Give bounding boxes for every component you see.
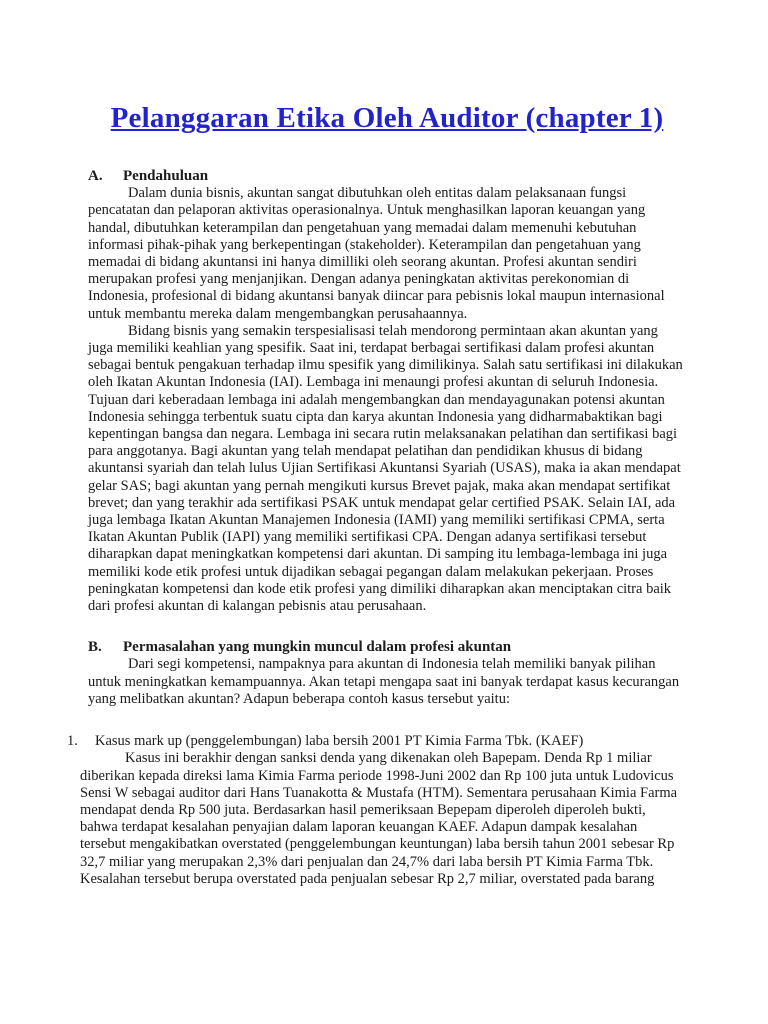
section-permasalahan bbox=[88, 639, 686, 708]
case-body-paragraph: Kasus ini berakhir dengan sanksi denda yang dikenakan oleh Bapepam. Denda Rp 1 miliar diberikan kepada direksi lama Kimia Farma periode 1998-Juni 2002 dan Rp 100 juta untuk Ludovicus Sensi W sebagai auditor dari Hans Tuanakotta & Mustafa (HTM). Sementara perusahaan Kimia Farma mendapat denda Rp 500 juta. Berdasarkan hasil pemeriksaan Bepepam diperoleh diperoleh bukti, bahwa terdapat kesalahan penyajian dalam laporan keuangan KAEF. Adapun dampak kesalahan tersebut mengakibatkan overstated (penggelembungan keuntungan) laba bersih tahun 2001 sebesar Rp 32,7 miliar yang merupakan 2,3% dari penjualan dan 24,7% dari laba bersih PT Kimia Farma Tbk. Kesalahan tersebut berupa overstated pada penjualan sebesar Rp 2,7 miliar, overstated pada barang bbox=[80, 750, 678, 887]
section-label: B. bbox=[88, 639, 102, 656]
case-list bbox=[67, 733, 686, 888]
section-heading-text: Pendahuluan bbox=[123, 168, 209, 184]
case-title-row bbox=[67, 733, 686, 750]
section-pendahuluan bbox=[88, 168, 686, 615]
section-heading bbox=[88, 168, 686, 185]
list-item-number: 1. bbox=[67, 733, 78, 750]
section-label: A. bbox=[88, 168, 103, 184]
document-title: Pelanggaran Etika Oleh Auditor (chapter 1) bbox=[110, 102, 664, 134]
list-item bbox=[67, 733, 686, 888]
paragraph: Dari segi kompetensi, nampaknya para akuntan di Indonesia telah memiliki banyak pilihan untuk meningkatkan kemampuannya. Akan tetapi mengapa saat ini banyak terdapat kasus kecurangan yang melibatkan akuntan? Adapun beberapa contoh kasus tersebut yaitu: bbox=[88, 656, 680, 707]
section-heading bbox=[88, 639, 686, 656]
paragraph: Dalam dunia bisnis, akuntan sangat dibutuhkan oleh entitas dalam pelaksanaan fungsi pencatatan dan pelaporan aktivitas operasionalnya. Untuk menghasilkan laporan keuangan yang handal, dibutuhkan keterampilan dan pengetahuan yang memadai dalam memenuhi kebutuhan informasi pihak-pihak yang berkepentingan (stakeholder). Keterampilan dan pengetahuan yang memadai di bidang akuntansi ini hanya dimilliki oleh seorang akuntan. Profesi akuntan sendiri merupakan profesi yang menjanjikan. Dengan adanya peningkatan aktivitas perekonomian di Indonesia, profesional di bidang akuntansi banyak diincar para pebisnis lokal maupun internasional untuk membantu mereka dalam mengembangkan perusahaannya. bbox=[88, 185, 665, 322]
paragraph: Bidang bisnis yang semakin terspesialisasi telah mendorong permintaan akan akuntan yang juga memiliki keahlian yang spesifik. Saat ini, terdapat berbagai sertifikasi dalam profesi akuntan sebagai bentuk pengakuan terhadap ilmu spesifik yang dimilikinya. Salah satu sertifikasi ini dilakukan oleh Ikatan Akuntan Indonesia (IAI). Lembaga ini menaungi profesi akuntan di seluruh Indonesia. Tujuan dari keberadaan lembaga ini adalah mengembangkan dan mendayagunakan potensi akuntan Indonesia sehingga terbentuk suatu cipta dan karya akuntan Indonesia yang didharmabaktikan bagi kepentingan bangsa dan negara. Lembaga ini secara rutin melaksanakan pelatihan dan sertifikasi bagi para anggotanya. Bagi akuntan yang telah mendapat pelatihan dan pendidikan khusus di bidang akuntansi syariah dan telah lulus Ujian Sertifikasi Akuntansi Syariah (USAS), maka ia akan mendapat gelar SAS; bagi akuntan yang pernah mengikuti kursus Brevet pajak, maka akan mendapat sertifikat brevet; dan yang terakhir ada sertifikasi PSAK untuk mendapat gelar certified PSAK. Selain IAI, ada juga lembaga Ikatan Akuntan Manajemen Indonesia (IAMI) yang memiliki sertifikasi CPMA, serta Ikatan Akuntan Publik (IAPI) yang memiliki sertifikasi CPA. Dengan adanya sertifikasi tersebut diharapkan dapat meningkatkan kompetensi dari akuntan. Di samping itu lembaga-lembaga ini juga memiliki kode etik profesi untuk dijadikan sebagai pegangan dalam melakukan pekerjaan. Proses peningkatan kompetensi dan kode etik profesi yang dimiliki diharapkan akan menciptakan citra baik dari profesi akuntan di kalangan pebisnis atau perusahaan. bbox=[88, 322, 683, 615]
case-heading-text: Kasus mark up (penggelembungan) laba bersih 2001 PT Kimia Farma Tbk. (KAEF) bbox=[95, 733, 584, 750]
section-heading-text: Permasalahan yang mungkin muncul dalam profesi akuntan bbox=[123, 639, 512, 656]
